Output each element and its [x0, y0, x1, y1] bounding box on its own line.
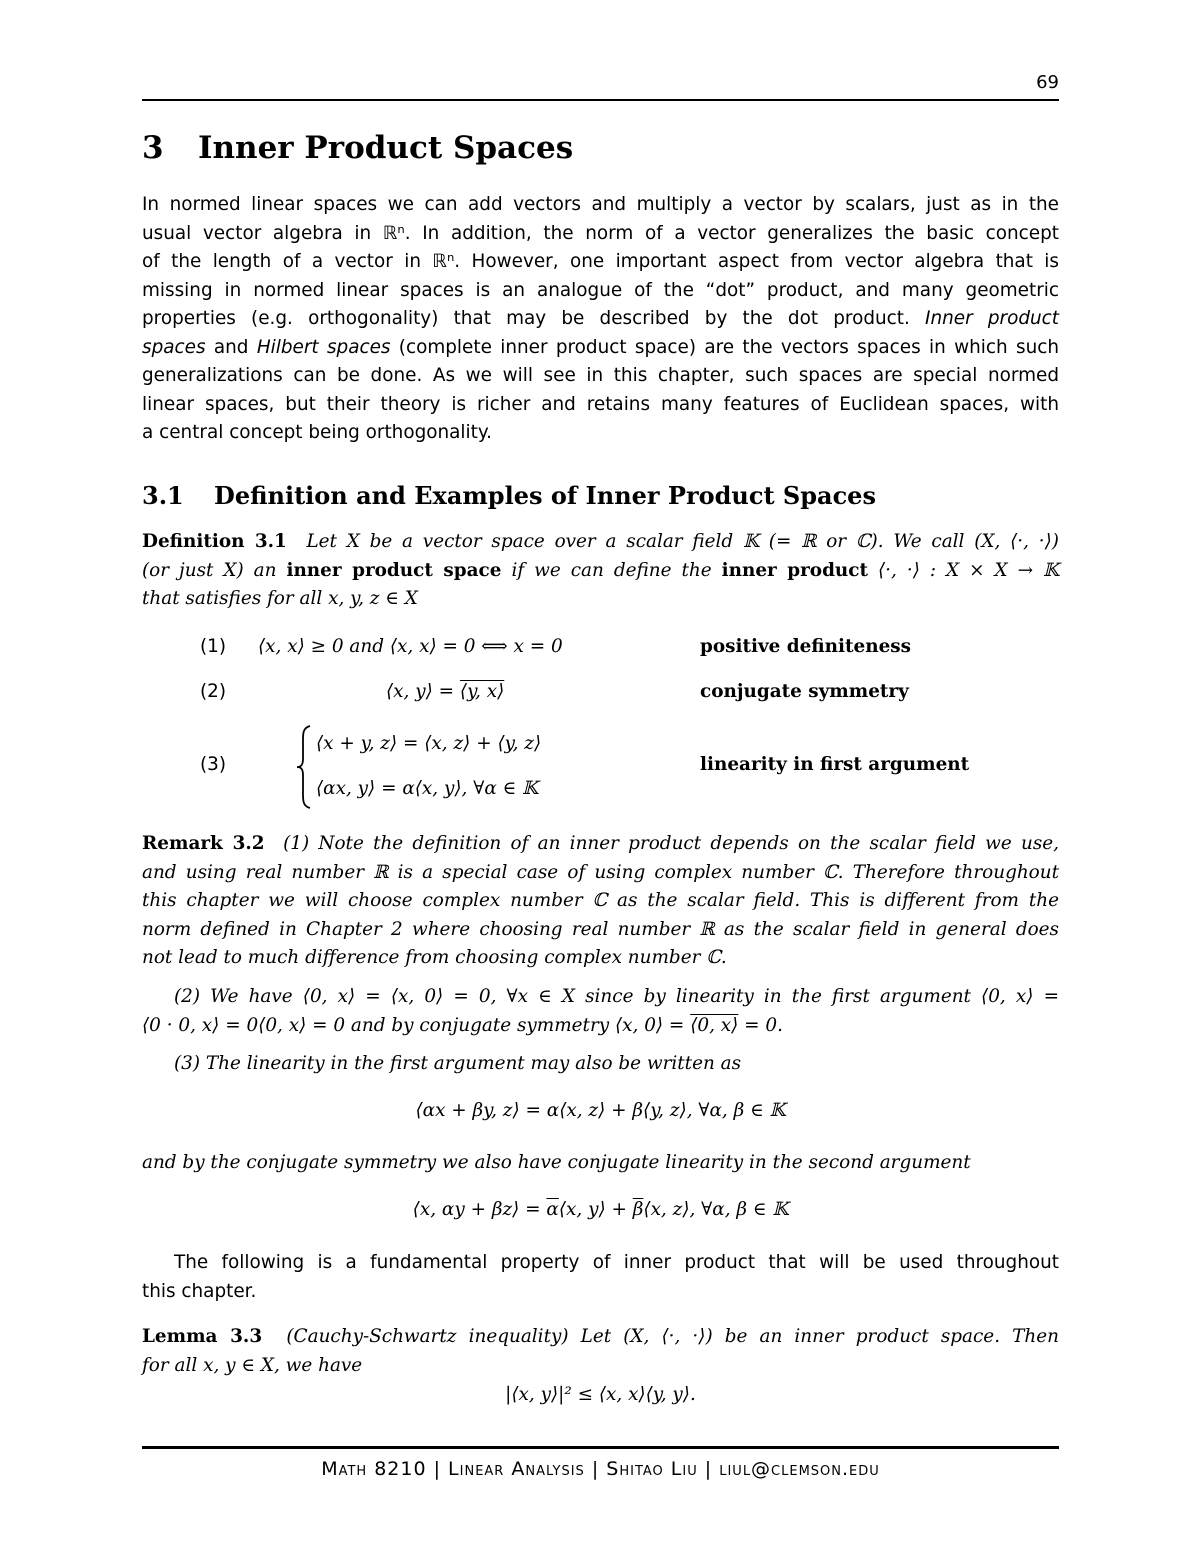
property-formula: ⟨αx, y⟩ = α⟨x, y⟩, ∀α ∈ 𝕂: [316, 778, 539, 799]
property-name: conjugate symmetry: [700, 681, 909, 702]
intro-paragraph: [142, 191, 1059, 448]
remark-line: not lead to much difference from choosing complex number ℂ.: [142, 947, 727, 968]
lemma-text: (Cauchy-Schwartz inequality) Let (X, ⟨·, ·⟩) be an inner product space. Then: [286, 1326, 1059, 1347]
chapter-title: [142, 128, 573, 168]
cauchy-schwartz-inequality: |⟨x, y⟩|² ≤ ⟨x, x⟩⟨y, y⟩.: [505, 1384, 696, 1405]
remark-label: Remark 3.2: [142, 833, 265, 854]
lemma-line: for all x, y ∈ X, we have: [142, 1354, 363, 1376]
property-label: (2): [200, 681, 227, 702]
intro-line: missing in normed linear spaces is an analogue of the “dot” product, and many geometric: [142, 279, 1059, 301]
definition-line: [142, 528, 1059, 557]
following-line: this chapter.: [142, 1280, 257, 1302]
property-label: (3): [200, 754, 227, 775]
remark-line: [142, 830, 1059, 859]
formula-part: ⟨x, y⟩ =: [386, 681, 460, 702]
intro-line: usual vector algebra in ℝⁿ. In addition, the norm of a vector generalizes the basic concept: [142, 222, 1059, 244]
property-name: positive definiteness: [700, 636, 911, 657]
remark-text: (1) Note the definition of an inner product depends on the scalar field we use,: [283, 833, 1059, 854]
remark-block: [142, 830, 1059, 973]
term-hilbert-spaces: Hilbert spaces: [256, 336, 391, 358]
following-line: The following is a fundamental property of inner product that will be used throughout: [174, 1252, 1059, 1273]
formula-part: ⟨x, y⟩ +: [558, 1199, 633, 1220]
remark-line: (3) The linearity in the first argument may also be written as: [174, 1053, 742, 1074]
header-rule: [142, 99, 1059, 101]
page-footer: Math 8210 | Linear Analysis | Shitao Liu | liul@clemson.edu: [321, 1458, 880, 1480]
left-brace-icon: [296, 725, 312, 809]
term-inner-product: Inner product: [925, 308, 1059, 329]
property-name: linearity in first argument: [700, 754, 970, 775]
following-paragraph: [142, 1249, 1059, 1306]
lemma-block: [142, 1323, 1059, 1380]
definition-text: if we can define the: [511, 559, 712, 581]
definition-text: (or just X) an: [142, 559, 277, 581]
conjugate-linearity-equation: [142, 1199, 1059, 1220]
term-spaces: spaces: [142, 336, 206, 358]
intro-text: (complete inner product space) are the vectors spaces in which such: [390, 336, 1060, 358]
remark-part-3: [142, 1050, 1059, 1079]
remark-line: this chapter we will choose complex number ℂ as the scalar field. This is different from the: [142, 890, 1059, 911]
intro-line: a central concept being orthogonality.: [142, 422, 492, 443]
definition-line: that satisfies for all x, y, z ∈ X: [142, 588, 418, 609]
chapter-title-text: Inner Product Spaces: [198, 130, 574, 166]
definition-label: Definition 3.1: [142, 531, 287, 552]
formula-part: ⟨x, αy + βz⟩ =: [412, 1199, 547, 1220]
property-formula: ⟨x, x⟩ ≥ 0 and ⟨x, x⟩ = 0 ⟺ x = 0: [258, 636, 563, 657]
linearity-equation: ⟨αx + βy, z⟩ = α⟨x, z⟩ + β⟨y, z⟩, ∀α, β ∈ 𝕂: [415, 1100, 786, 1121]
conjugate-beta: $\overline{\beta}$: [632, 1199, 644, 1220]
section-title-text: Definition and Examples of Inner Product Spaces: [214, 481, 876, 510]
definition-text: Let X be a vector space over a scalar field 𝕂 (= ℝ or ℂ). We call (X, ⟨·, ·⟩): [306, 531, 1059, 552]
chapter-number: 3: [142, 130, 164, 166]
intro-line: [142, 305, 1059, 334]
intro-line: of the length of a vector in ℝⁿ. However, one important aspect from vector algebra that is: [142, 251, 1059, 272]
remark-text: ⟨0 · 0, x⟩ = 0⟨0, x⟩ = 0 and by conjugate symmetry ⟨x, 0⟩ =: [142, 1014, 691, 1036]
definition-text: ⟨·, ·⟩ : X × X → 𝕂: [878, 559, 1059, 581]
remark-line: and using real number ℝ is a special case of using complex number ℂ. Therefore throughout: [142, 861, 1059, 883]
conjugate-part: ⟨y, x⟩: [459, 681, 505, 702]
remark-line: and by the conjugate symmetry we also have conjugate linearity in the second argument: [142, 1152, 971, 1173]
term-inner-product: inner product: [721, 559, 868, 581]
remark-part-4: [142, 1149, 1059, 1178]
definition-line: [142, 557, 1059, 586]
lemma-line: [142, 1323, 1059, 1352]
intro-text: and: [205, 336, 257, 358]
section-number: 3.1: [142, 481, 184, 510]
lemma-label: Lemma 3.3: [142, 1326, 263, 1347]
intro-text: properties (e.g. orthogonality) that may be described by the dot product.: [142, 308, 910, 329]
page-number: 69: [1036, 72, 1059, 93]
conjugate-alpha: $\overline{\alpha}$: [546, 1199, 559, 1220]
remark-line: [142, 1012, 1059, 1041]
property-formula: ⟨x + y, z⟩ = ⟨x, z⟩ + ⟨y, z⟩: [316, 733, 542, 754]
section-title: [142, 478, 876, 514]
property-formula: [386, 681, 504, 702]
definition-block: [142, 528, 1059, 614]
remark-part-2: [142, 983, 1059, 1040]
remark-text: = 0.: [738, 1014, 783, 1036]
intro-line: [142, 334, 1059, 363]
conjugate-part: ⟨0, x⟩: [690, 1014, 739, 1036]
remark-line: norm defined in Chapter 2 where choosing real number ℝ as the scalar field in general does: [142, 918, 1059, 940]
intro-line: In normed linear spaces we can add vectors and multiply a vector by scalars, just as in the: [142, 194, 1059, 215]
term-inner-product-space: inner product space: [286, 559, 502, 581]
intro-line: generalizations can be done. As we will see in this chapter, such spaces are special normed: [142, 365, 1059, 386]
intro-line: linear spaces, but their theory is richer and retains many features of Euclidean spaces, with: [142, 393, 1059, 415]
formula-part: ⟨x, z⟩, ∀α, β ∈ 𝕂: [643, 1199, 789, 1220]
property-label: (1): [200, 636, 227, 657]
remark-line: (2) We have ⟨0, x⟩ = ⟨x, 0⟩ = 0, ∀x ∈ X since by linearity in the first argument ⟨0, x⟩ =: [174, 986, 1059, 1007]
footer-rule: [142, 1446, 1059, 1449]
